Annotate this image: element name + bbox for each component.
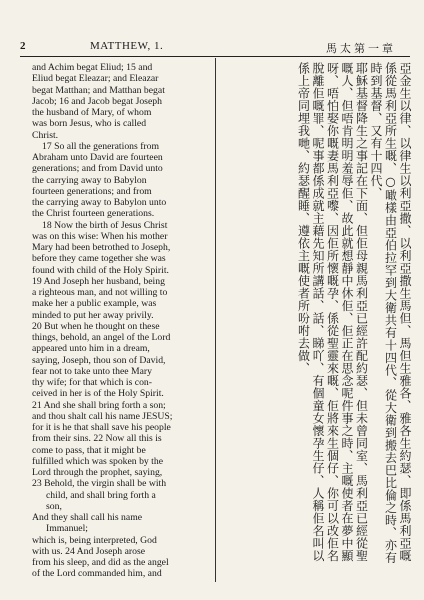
- english-line: things, behold, an angel of the Lord: [32, 332, 171, 343]
- english-line: from his sleep, and did as the angel: [32, 557, 169, 568]
- english-line: 20 But when he thought on these: [32, 320, 160, 332]
- english-line: the husband of Mary, of whom: [32, 107, 152, 118]
- english-line: was on this wise: When his mother: [32, 230, 168, 242]
- chinese-column: 脫離佢嘅罪、呢事都係成就主藉先知所講話、話、睇吖、有個童女懷孕生仔、人稱佢名叫以: [311, 62, 325, 562]
- english-line: was born Jesus, who is called: [32, 118, 147, 130]
- english-line: which is, being interpreted, God: [32, 534, 157, 546]
- column-divider: [215, 58, 216, 582]
- english-line: 17 So all the generations from: [42, 140, 160, 152]
- english-line: Christ.: [32, 129, 59, 141]
- english-line: 19 And Joseph her husband, being: [32, 275, 165, 287]
- english-line: And they shall call his name: [32, 512, 143, 523]
- english-line: Abraham unto David are fourteen: [32, 152, 163, 163]
- english-line: Immanuel;: [46, 523, 88, 535]
- english-line: make her a public example, was: [32, 298, 157, 310]
- chinese-column: 係上帝同埋我哋、約瑟醒睡、遵依主嘅使者所吩咐去做、: [296, 62, 311, 375]
- english-line: begat Matthan; and Matthan begat: [32, 84, 165, 96]
- english-line: 18 Now the birth of Jesus Christ: [42, 219, 168, 231]
- english-line: 21 And she shall bring forth a son;: [32, 399, 166, 411]
- english-line: for it is he that shall save his people: [32, 422, 171, 433]
- english-line: and thou shalt call his name JESUS;: [32, 410, 173, 422]
- english-line: with us. 24 And Joseph arose: [32, 545, 146, 557]
- running-header: [20, 40, 410, 56]
- chinese-column: 呀、唔怕娶你嘅妻馬利亞嚟、因佢所懷嘅孕、係從聖靈來嘅、佢將來生個仔、你可以改佢名: [325, 62, 340, 562]
- english-line: the Christ fourteen generations.: [32, 208, 155, 220]
- english-line: and Achim begat Eliud; 15 and: [32, 62, 153, 73]
- chinese-column: 係從馬利亞所生嘅、○噉樣由亞伯拉罕到大衛共有十四代、從大衛到搬去巴比倫之時、亦有: [383, 62, 398, 564]
- english-line: the carrying away to Babylon unto: [32, 197, 167, 208]
- page-number: 2: [20, 40, 26, 52]
- english-line: minded to put her away privily.: [32, 309, 154, 321]
- chinese-column: 嘅人、但唔肯明明羞辱佢、故此就想靜中休佢、佢正在思念呢件事之時、主嘅使者在夢中顯: [340, 62, 354, 562]
- english-text-column: [32, 62, 210, 580]
- chinese-column: 時到基督、又有十四代、: [369, 62, 383, 200]
- english-line: generations; and from David unto: [32, 163, 163, 175]
- english-line: Lord through the prophet, saying,: [32, 467, 163, 478]
- english-line: of the Lord commanded him, and: [32, 568, 162, 580]
- english-line: a righteous man, and not willing to: [32, 287, 168, 298]
- english-line: Mary had been betrothed to Joseph,: [32, 242, 171, 253]
- english-line: ceived in her is of the Holy Spirit.: [32, 388, 164, 400]
- book-chapter-title: MATTHEW, 1.: [90, 40, 164, 52]
- english-line: fourteen generations; and from: [32, 185, 152, 197]
- english-line: appeared unto him in a dream,: [32, 343, 150, 355]
- english-line: son,: [46, 500, 62, 512]
- chinese-chapter-title: 馬太第一章: [326, 43, 396, 55]
- english-line: from their sins. 22 Now all this is: [32, 433, 162, 445]
- english-line: Jacob; 16 and Jacob begat Joseph: [32, 95, 162, 107]
- english-line: thy wife; for that which is con-: [32, 377, 152, 388]
- english-line: the carrying away to Babylon: [32, 174, 147, 186]
- english-line: found with child of the Holy Spirit.: [32, 264, 169, 276]
- chinese-text-column: [222, 62, 412, 570]
- english-line: fear not to take unto thee Mary: [32, 365, 152, 377]
- english-line: come to pass, that it might be: [32, 444, 146, 456]
- header-rule: [20, 56, 410, 57]
- english-line: saying, Joseph, thou son of David,: [32, 354, 166, 366]
- english-line: fulfilled which was spoken by the: [32, 455, 164, 467]
- english-line: Eliud begat Eleazar; and Eleazar: [32, 73, 159, 85]
- english-line: before they came together she was: [32, 253, 166, 265]
- chinese-column: 亞金生以律、以律生以利亞撒、以利亞撒生馬但、馬但生雅各、雅各生約瑟、即係馬利亞嘅: [398, 62, 412, 562]
- chinese-column: 耶穌基督降生之事記在下面、但佢母親馬利亞已經許配約瑟、但未曾同室、馬利亞已經從聖: [354, 62, 369, 562]
- english-line: child, and shall bring forth a: [46, 489, 156, 501]
- english-line: 23 Behold, the virgin shall be with: [32, 478, 167, 490]
